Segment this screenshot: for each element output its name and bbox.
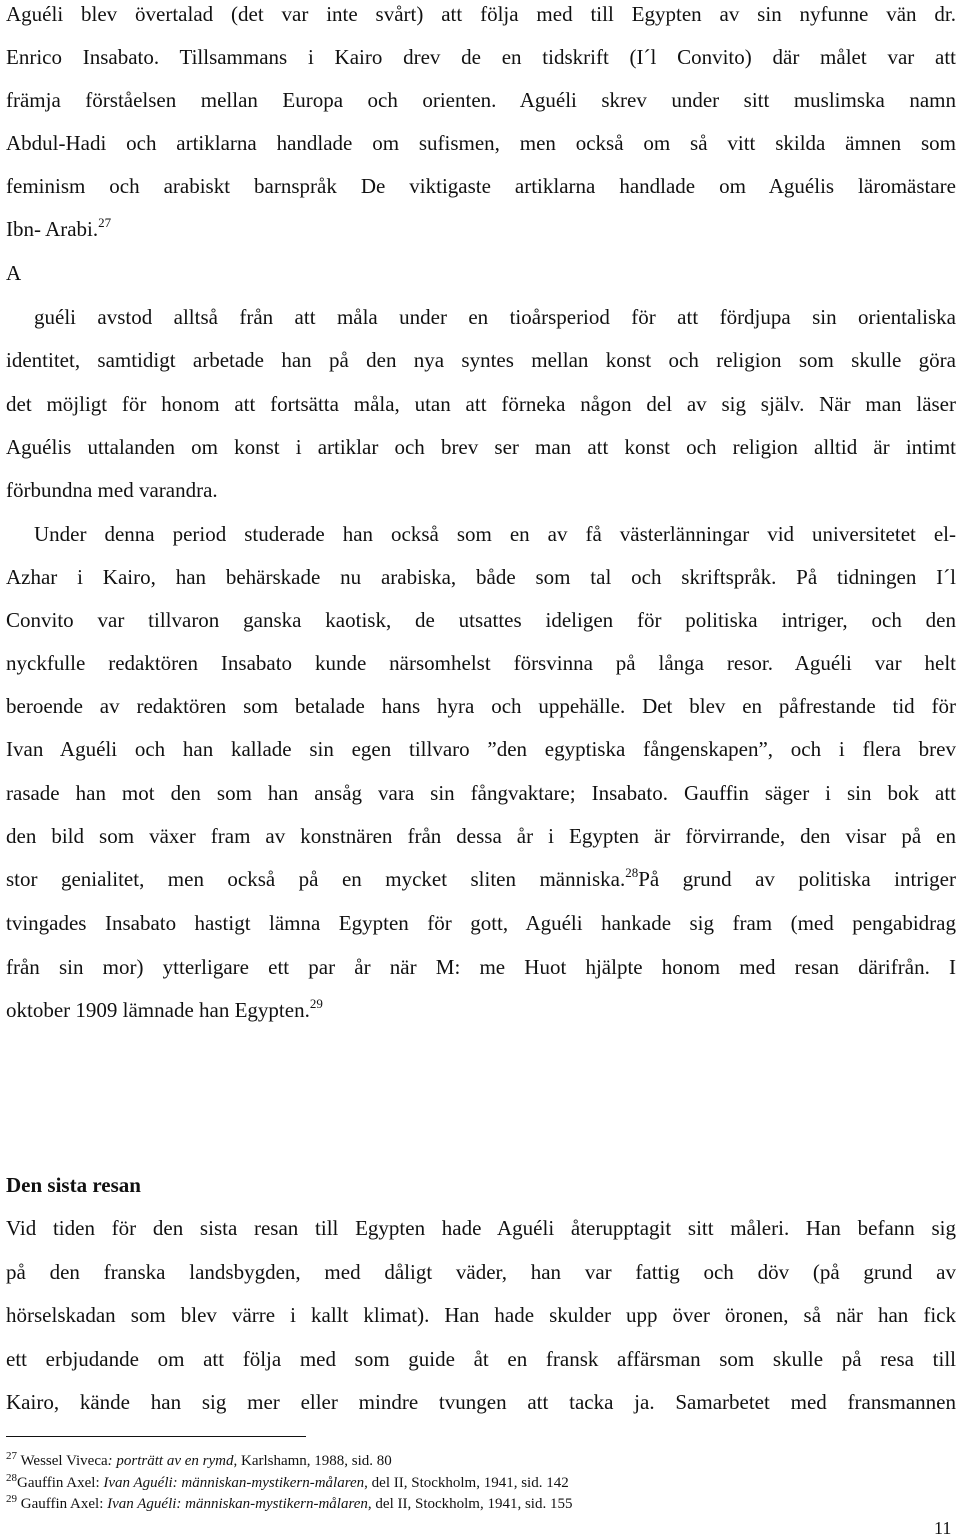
line-text: Ivan Aguéli och han kallade sin egen tillvaro ”den egyptiska fångenskapen”, och i flera brev [6,737,956,761]
footnote-source: , del II, Stockholm, 1941, sid. 155 [367,1496,573,1512]
footnote-source: , Karlshamn, 1988, sid. 80 [233,1453,392,1469]
footnote-author: Gauffin Axel: [17,1475,104,1491]
footnote-ref: 29 [309,996,323,1011]
line-text: Enrico Insabato. Tillsammans i Kairo drev de en tidskrift (I´l Convito) där målet var att [6,45,956,69]
body-line [6,348,956,372]
body-line [6,392,956,416]
line-text: Ibn- Arabi. [6,217,99,241]
body-line [6,1303,956,1327]
body-line [6,781,956,805]
body-line [6,261,956,285]
line-text: stor genialitet, men också på en mycket sliten människa. [6,867,626,891]
footnote-ref: 27 [98,215,112,230]
footnote-number: 28 [6,1472,17,1484]
line-text: ett erbjudande om att följa med som guide åt en fransk affärsman som skulle på resa till [6,1347,956,1371]
line-text: Den sista resan [6,1173,141,1197]
footnote-number: 27 [6,1450,17,1462]
body-line [6,867,956,891]
body-line [6,1216,956,1240]
line-text: guéli avstod alltså från att måla under en tioårsperiod för att fördjupa sin orientaliska [34,305,956,329]
footnote-title: Ivan Aguéli: människan-mystikern-målaren [107,1496,368,1512]
body-line [6,217,956,241]
footnote-separator [6,1436,306,1437]
line-text-after: På grund av politiska intriger [638,867,956,891]
body-line [6,824,956,848]
line-text: Convito var tillvaron ganska kaotisk, de utsattes ideligen för politiska intriger, och den [6,608,956,632]
body-line [6,478,956,502]
line-text: nyckfulle redaktören Insabato kunde närsomhelst försvinna på långa resor. Aguéli var helt [6,651,956,675]
body-line [6,1260,956,1284]
line-text: Aguélis uttalanden om konst i artiklar och brev ser man att konst och religion alltid är intimt [6,435,956,459]
footnote-ref: 28 [625,865,639,880]
line-text: Azhar i Kairo, han behärskade nu arabiska, både som tal och skriftspråk. På tidningen I´l [6,565,956,589]
line-text: Kairo, kände han sig mer eller mindre tvungen att tacka ja. Samarbetet med fransmannen [6,1390,956,1414]
line-text: från sin mor) ytterligare ett par år när M: me Huot hjälpte honom med resan därifrån. I [6,955,956,979]
body-line [6,45,956,69]
line-text: den bild som växer fram av konstnären från dessa år i Egypten är förvirrande, den visar på en [6,824,956,848]
footnote [6,1474,569,1492]
body-line [6,565,956,589]
body-line [34,305,956,329]
footnote-number: 29 [6,1493,17,1505]
line-text: beroende av redaktören som betalade hans hyra och uppehälle. Det blev en påfrestande tid för [6,694,956,718]
line-text: tvingades Insabato hastigt lämna Egypten för gott, Aguéli hankade sig fram (med pengabidrag [6,911,956,935]
line-text: Under denna period studerade han också som en av få västerlänningar vid universitetet el- [34,522,956,546]
body-line [34,522,956,546]
footnote-title: : porträtt av en rymd [107,1453,234,1469]
body-line [6,2,956,26]
line-text: Aguéli blev övertalad (det var inte svårt) att följa med till Egypten av sin nyfunne vän dr. [6,2,956,26]
line-text: främja förståelsen mellan Europa och orienten. Aguéli skrev under sitt muslimska namn [6,88,956,112]
body-line [6,694,956,718]
body-line [6,651,956,675]
footnote-source: , del II, Stockholm, 1941, sid. 142 [364,1475,569,1491]
body-line [6,608,956,632]
line-text: feminism och arabiskt barnspråk De viktigaste artiklarna handlade om Aguélis läromästare [6,174,956,198]
footnote-author: Gauffin Axel: [17,1496,108,1512]
body-line [6,88,956,112]
body-line [6,435,956,459]
body-line [6,174,956,198]
line-text: på den franska landsbygden, med dåligt väder, han var fattig och döv (på grund av [6,1260,956,1284]
body-line [6,911,956,935]
body-line [6,998,956,1022]
body-line [6,955,956,979]
line-text: det möjligt för honom att fortsätta måla, utan att förneka någon del av sig själv. När man läser [6,392,956,416]
footnote-author: Wessel Viveca [17,1453,108,1469]
body-line [6,1390,956,1414]
footnote [6,1495,572,1513]
line-text: Vid tiden för den sista resan till Egypten hade Aguéli återupptagit sitt måleri. Han befann sig [6,1216,956,1240]
line-text: identitet, samtidigt arbetade han på den nya syntes mellan konst och religion som skulle göra [6,348,956,372]
line-text: hörselskadan som blev värre i kallt klimat). Han hade skulder upp över öronen, så när han fick [6,1303,956,1327]
line-text: A [6,261,22,285]
footnote-title: Ivan Aguéli: människan-mystikern-målaren [103,1475,365,1491]
line-text: förbundna med varandra. [6,478,218,502]
footnote [6,1452,392,1470]
body-line [6,131,956,155]
section-heading [6,1173,956,1197]
line-text: rasade han mot den som han ansåg vara sin fångvaktare; Insabato. Gauffin säger i sin bok att [6,781,956,805]
line-text: oktober 1909 lämnade han Egypten. [6,998,310,1022]
page-number: 11 [934,1518,952,1538]
body-line [6,737,956,761]
body-line [6,1347,956,1371]
line-text: Abdul-Hadi och artiklarna handlade om sufismen, men också om så vitt skilda ämnen som [6,131,956,155]
